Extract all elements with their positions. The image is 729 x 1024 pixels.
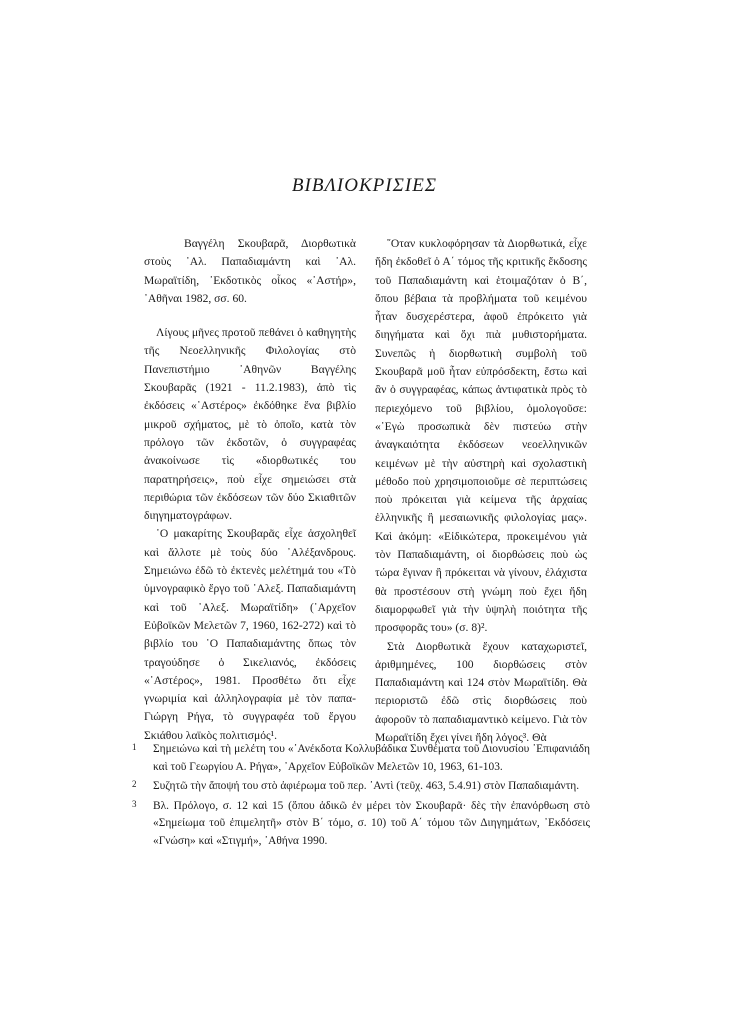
review-paragraph: ῾Ο μακαρίτης Σκουβαρᾶς εἶχε ἀσχοληθεῖ καὶ ἄλλοτε μὲ τοὺς δύο ᾿Αλέξανδρους. Σημειώνω ἐδῶ τὸ ἐκτενὲς μελέτημά του «Τὸ ὑμνογραφικὸ ἔργο τοῦ ᾿Αλεξ. Παπαδιαμάντη καὶ τοῦ ᾿Αλεξ. Μωραϊτίδη» (᾿Αρχεῖον Εὐβοϊκῶν Μελετῶν 7, 1960, 162-272) καὶ τὸ βιβλίο του ῾Ο Παπαδιαμάντης ὅπως τὸν τραγούδησε ὁ Σικελιανός, ἐκδόσεις «᾿Αστέρος», 1981. Προσθέτω ὅτι εἶχε γνωριμία καὶ ἀλληλογραφία μὲ τὸν παπα-Γιώργη Ρήγα, τὸ συγγραφέα τοῦ ἔργου Σκιάθου λαϊκὸς πολιτισμός¹. [144, 527, 356, 742]
footnotes [132, 741, 590, 852]
footnote-text: Συζητῶ τὴν ἄποψή του στὸ ἀφιέρωμα τοῦ περ. ᾿Αντὶ (τεῦχ. 463, 5.4.91) στὸν Παπαδιαμάντη. [153, 780, 580, 792]
footnote [132, 741, 590, 776]
review-paragraph: Λίγους μῆνες προτοῦ πεθάνει ὁ καθηγητὴς τῆς Νεοελληνικῆς Φιλολογίας στὸ Πανεπιστήμιο ᾿Αθηνῶν Βαγγέλης Σκουβαρᾶς (1921 - 11.2.1983), ἀπὸ τὶς ἐκδόσεις «᾿Αστέρος» ἐκδόθηκε ἕνα βιβλίο μικροῦ σχήματος, μὲ τὸ ὁποῖο, κατὰ τὸν πρόλογο τῶν ἐκδοτῶν, ὁ συγγραφέας ἀνακοίνωσε τὶς «διορθωτικές του παρατηρήσεις», ποὺ εἶχε σημειώσει στὰ περιθώρια τῶν ἐκδόσεων τῶν δύο Σκιαθιτῶν διηγηματογράφων. [144, 326, 356, 523]
left-column [144, 235, 356, 745]
footnote-text: Σημειώνω καὶ τὴ μελέτη του «᾿Ανέκδοτα Κολλυβάδικα Συνθέματα τοῦ Διονυσίου ᾿Επιφανιάδη καὶ τοῦ Γεωργίου Α. Ρήγα», ᾿Αρχεῖον Εὐβοϊκῶν Μελετῶν 10, 1963, 61-103. [153, 743, 590, 773]
footnote-text: Βλ. Πρόλογο, σ. 12 καὶ 15 (ὅπου ἀδικῶ ἐν μέρει τὸν Σκουβαρᾶ· δὲς τὴν ἐπανόρθωση στὸ «Σημείωμα τοῦ ἐπιμελητῆ» στὸν Β΄ τόμο, σ. 10) τοῦ Α΄ τόμου τῶν Διηγημάτων, ᾿Εκδόσεις «Γνώση» καὶ «Στιγμή», ᾿Αθήνα 1990. [153, 799, 590, 847]
footnote-number: 2 [132, 779, 137, 789]
footnote-number: 3 [132, 798, 137, 809]
footnote [132, 778, 590, 796]
footnote [132, 798, 590, 851]
review-paragraph: Στὰ Διορθωτικὰ ἔχουν καταχωριστεῖ, ἀριθμημένες, 100 διορθώσεις στὸν Παπαδιαμάντη καὶ 124 στὸν Μωραϊτίδη. Θὰ περιοριστῶ ἐδῶ στὶς διορθώσεις ποὺ ἀφοροῦν τὸ παπαδιαμαντικὸ κείμενο. Γιὰ τὸν Μωραϊτίδη ἔχει γίνει ἤδη λόγος³. Θὰ [375, 639, 587, 745]
review-paragraph: ῞Οταν κυκλοφόρησαν τὰ Διορθωτικά, εἶχε ἤδη ἐκδοθεῖ ὁ Α΄ τόμος τῆς κριτικῆς ἔκδοσης τοῦ Παπαδιαμάντη καὶ ἑτοιμαζόταν ὁ Β΄, ὅπου βέβαια τὰ προβλήματα τοῦ κειμένου ἦταν δυσχερέστερα, ἀφοῦ ἐπρόκειτο γιὰ διηγήματα καὶ ὄχι πιὰ μυθιστορήματα. Συνεπῶς ἡ διορθωτικὴ συμβολὴ τοῦ Σκουβαρᾶ μοῦ ἦταν εὐπρόσδεκτη, ἔστω καὶ ἂν ὁ συγγραφέας, κάπως ἀντιφατικὰ πρὸς τὸ περιεχόμενο τοῦ βιβλίου, ὁμολογοῦσε: «᾿Εγὼ προσωπικὰ δὲν πιστεύω στὴν ἀναγκαιότητα ἐκδόσεων νεοελληνικῶν κειμένων μὲ τὴν αὐστηρὴ καὶ σχολαστικὴ μέθοδο ποὺ χρησιμοποιοῦμε σὲ περιπτώσεις ποὺ πρόκειται γιὰ κείμενα τῆς ἀρχαίας ἑλληνικῆς ἢ μεσαιωνικῆς φιλολογίας μας». Καὶ ἀκόμη: «Εἰδικώτερα, προκειμένου γιὰ τὸν Παπαδιαμάντη, οἱ διορθώσεις ποὺ ὡς τώρα ἔγιναν ἢ πρόκειται νὰ γίνουν, ἐλάχιστα θὰ προστέσουν στὴ γνώμη ποὺ ἔχει ἤδη διαμορφωθεῖ γιὰ τὴν ὑψηλὴ ποιότητα τῆς προσφορᾶς του» (σ. 8)². [375, 237, 587, 635]
page-title: ΒΙΒΛΙΟΚΡΙΣΙΕΣ [291, 175, 438, 196]
book-citation: Βαγγέλη Σκουβαρᾶ, Διορθωτικὰ στοὺς ᾿Αλ. Παπαδιαμάντη καὶ ᾿Αλ. Μωραϊτίδη, ᾿Εκδοτικὸς οἶκος «᾿Αστήρ», ᾿Αθῆναι 1982, σσ. 60. [144, 237, 356, 305]
footnote-number: 1 [132, 742, 137, 752]
right-column [375, 235, 587, 747]
